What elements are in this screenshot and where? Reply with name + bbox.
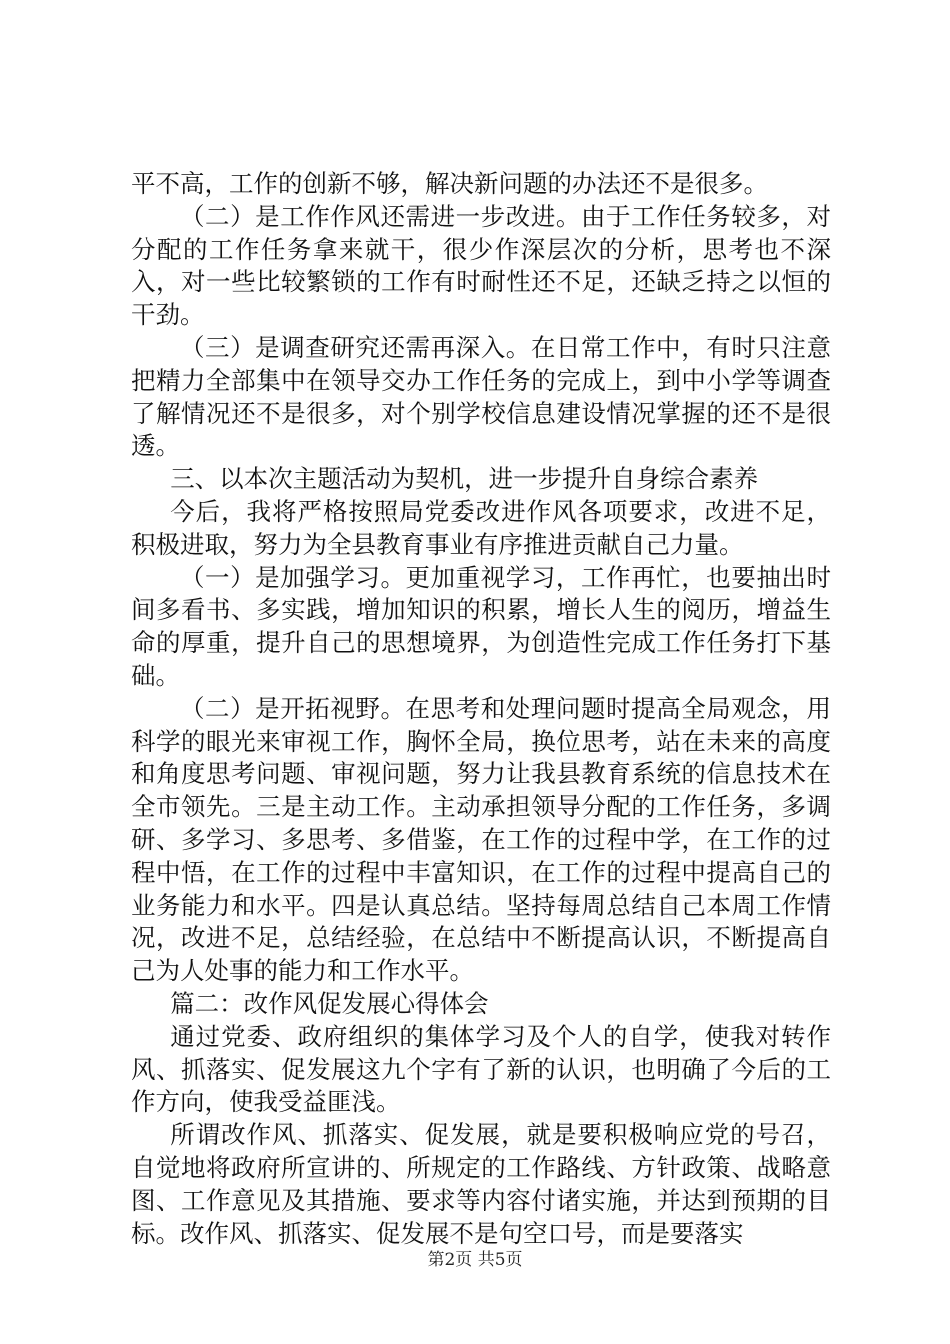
paragraph-study: （一）是加强学习。更加重视学习，工作再忙，也要抽出时间多看书、多实践，增加知识的积累，增长人生的阅历，增益生命的厚重，提升自己的思想境界，为创造性完成工作任务打下基础。 [131, 562, 831, 690]
paragraph-work-style: （二）是工作作风还需进一步改进。由于工作任务较多，对分配的工作任务拿来就干，很少作深层次的分析，思考也不深入，对一些比较繁锁的工作有时耐性还不足，还缺乏持之以恒的干劲。 [131, 201, 831, 330]
paragraph-research: （三）是调查研究还需再深入。在日常工作中，有时只注意把精力全部集中在领导交办工作任务的完成上，到中小学等调查了解情况还不是很多，对个别学校信息建设情况掌握的还不是很透。 [131, 332, 831, 461]
document-body [131, 168, 831, 1250]
article-two-title: 篇二：改作风促发展心得体会 [170, 988, 489, 1018]
paragraph-continuation: 平不高，工作的创新不够，解决新问题的办法还不是很多。 [131, 169, 768, 198]
paragraph-learning: 通过党委、政府组织的集体学习及个人的自学，使我对转作风、抓落实、促发展这九个字有了新的认识，也明确了今后的工作方向，使我受益匪浅。 [131, 1021, 831, 1117]
section-heading-three: 三、以本次主题活动为契机，进一步提升自身综合素养 [170, 464, 759, 494]
paragraph-definition: 所谓改作风、抓落实、促发展，就是要积极响应党的号召，自觉地将政府所宣讲的、所规定的工作路线、方针政策、战略意图、工作意见及其措施、要求等内容付诸实施，并达到预期的目标。改作风、抓落实、促发展不是句空口号，而是要落实 [131, 1120, 831, 1248]
page-number: 第2页 共5页 [427, 1250, 523, 1270]
paragraph-future: 今后，我将严格按照局党委改进作风各项要求，改进不足，积极进取，努力为全县教育事业有序推进贡献自己力量。 [131, 496, 831, 559]
paragraph-vision: （二）是开拓视野。在思考和处理问题时提高全局观念，用科学的眼光来审视工作，胸怀全局，换位思考，站在未来的高度和角度思考问题、审视问题，努力让我县教育系统的信息技术在全市领先。三是主动工作。主动承担领导分配的工作任务，多调研、多学习、多思考、多借鉴，在工作的过程中学，在工作的过程中悟，在工作的过程中丰富知识，在工作的过程中提高自己的业务能力和水平。四是认真总结。坚持每周总结自己本周工作情况，改进不足，总结经验，在总结中不断提高认识，不断提高自己为人处事的能力和工作水平。 [131, 693, 831, 986]
